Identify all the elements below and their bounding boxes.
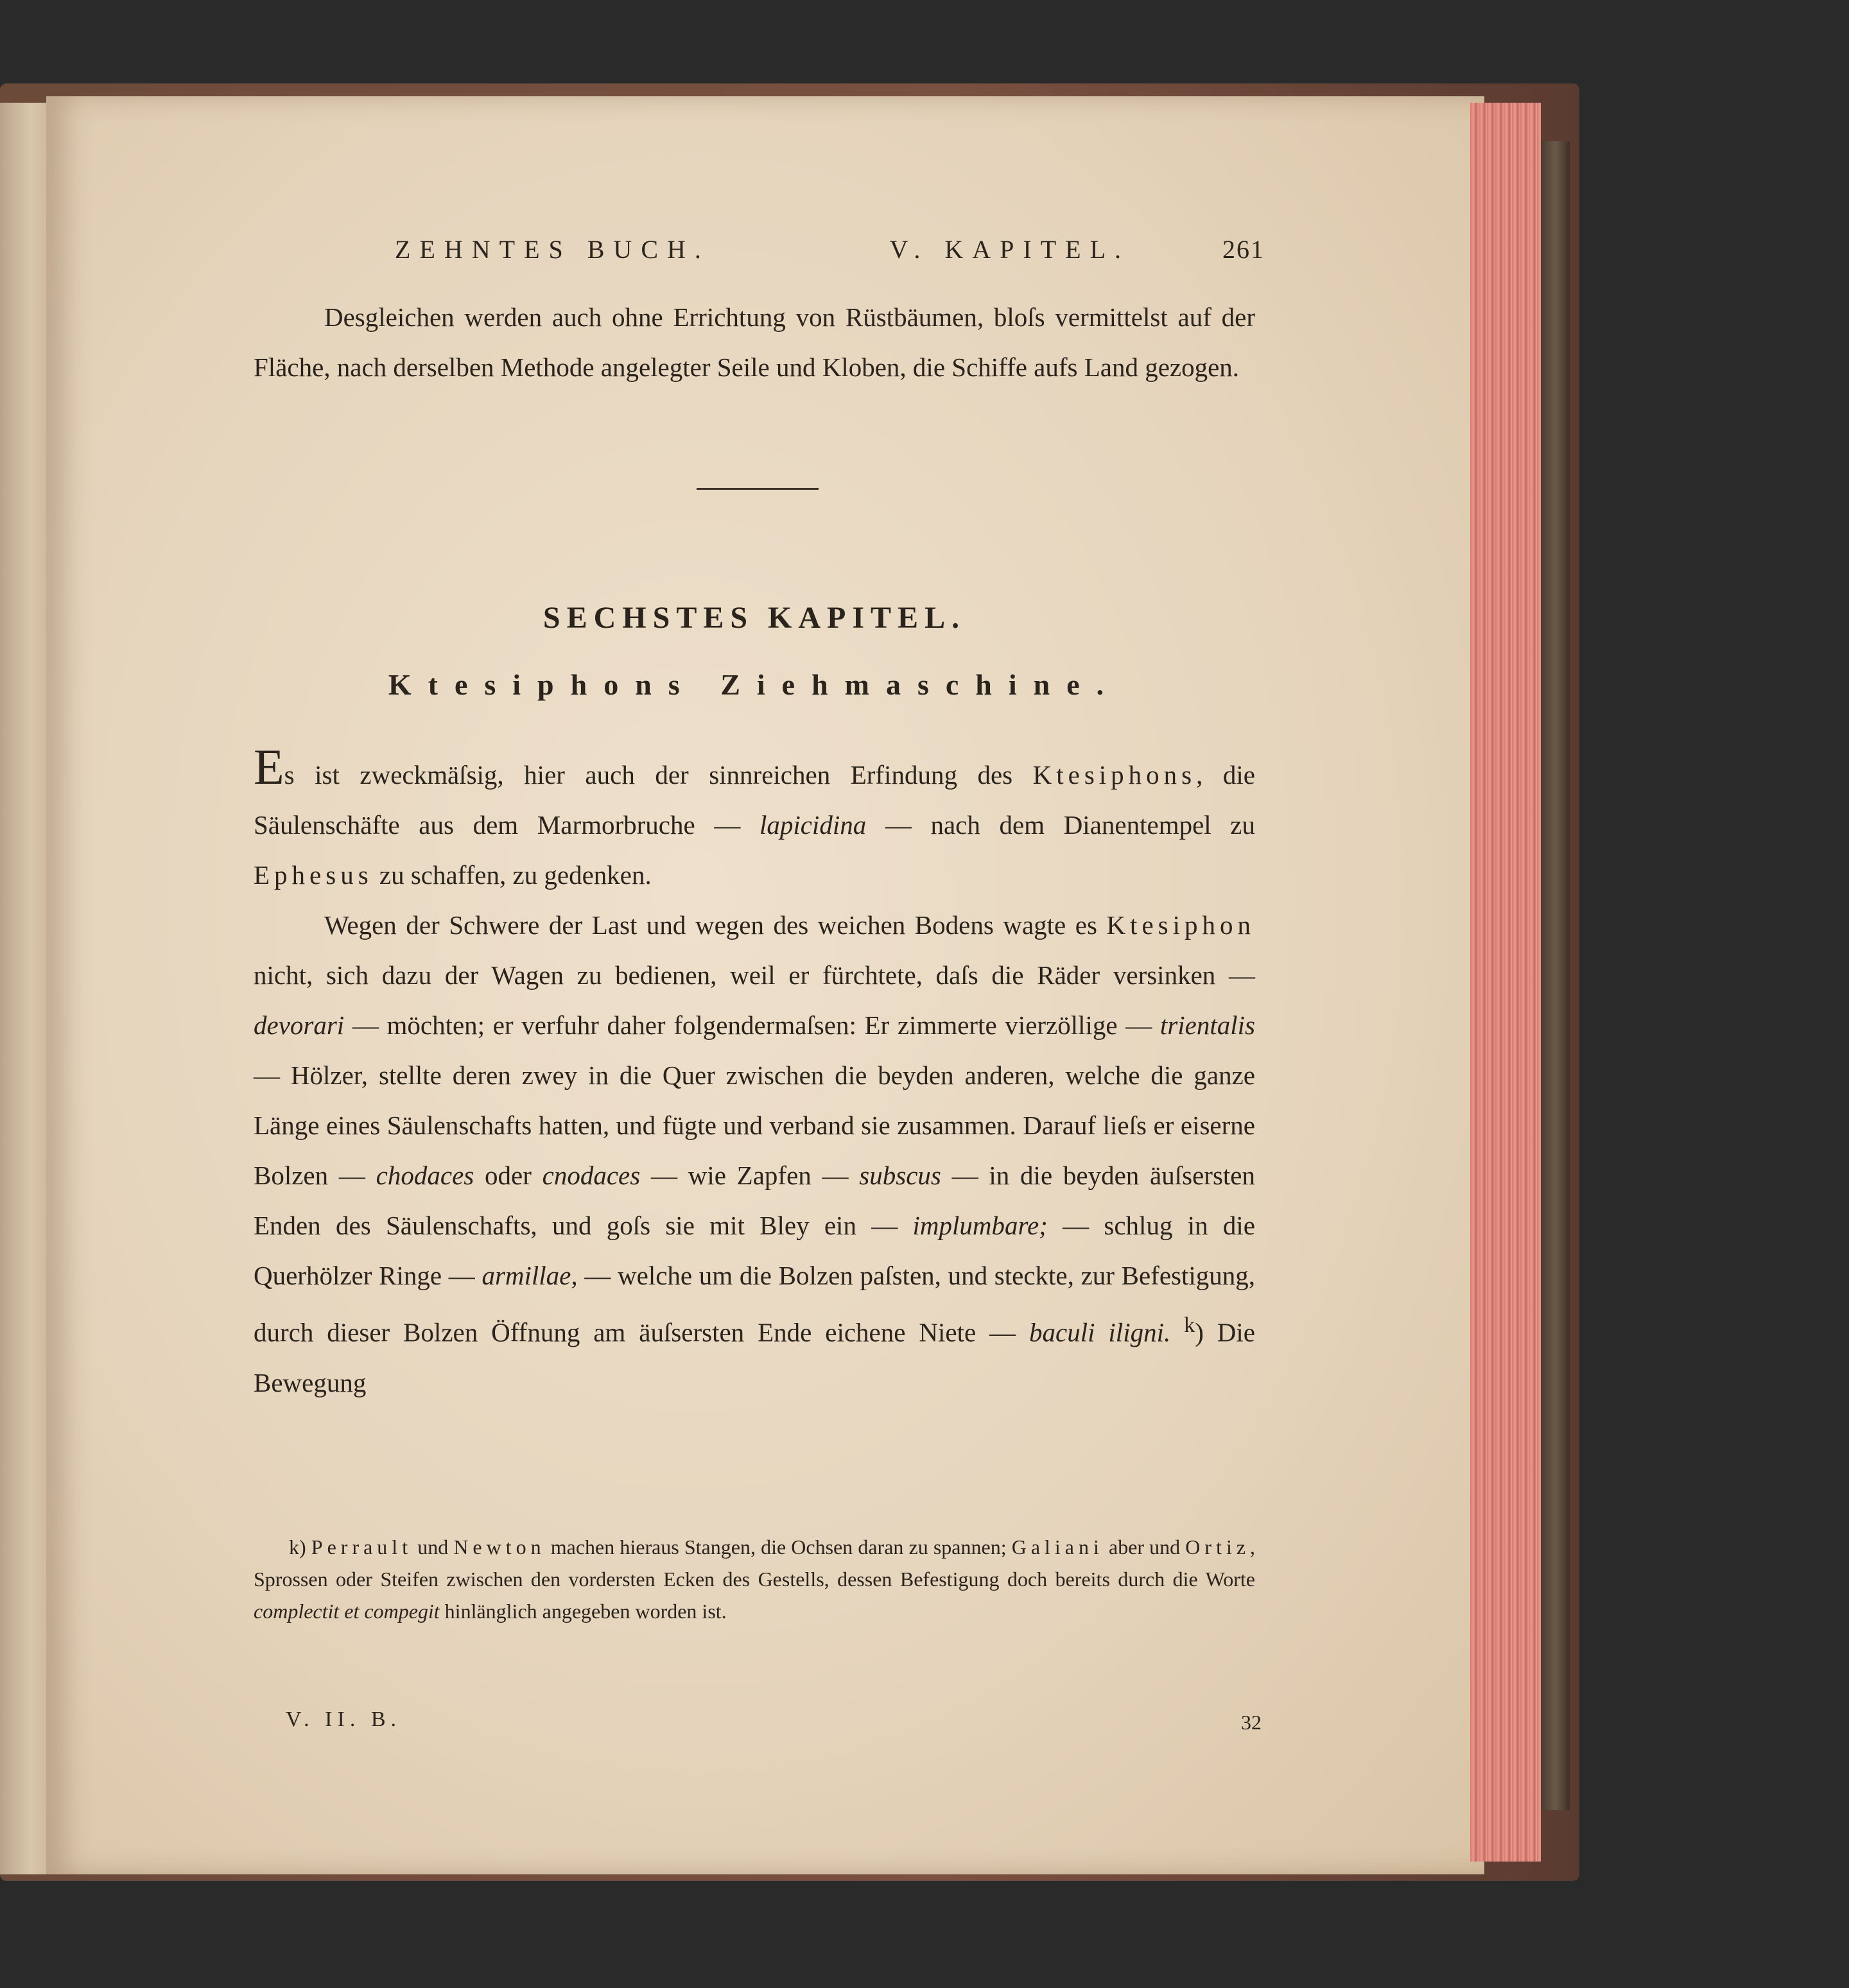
person-name: Newton bbox=[453, 1535, 546, 1559]
text: s ist zweckmäſsig, hier auch der sinnreichen Erfindung des bbox=[284, 760, 1033, 790]
text: Wegen der Schwere der Last und wegen des weichen Bodens wagte es bbox=[324, 910, 1107, 940]
text: — Hölzer, stellte deren zwey in die Quer zwischen die beyden anderen, welche die ganze Länge eines Säulenschafts hatten, und fügte und verband sie zusammen. Darauf lieſs er eiserne Bolzen — bbox=[254, 1060, 1255, 1190]
text: , die Säulenschäfte aus dem Marmorbruche — bbox=[254, 760, 1255, 840]
footnote-ref: k bbox=[1184, 1313, 1195, 1337]
text: zu schaffen, zu gedenken. bbox=[372, 860, 652, 890]
person-name: Galiani bbox=[1011, 1535, 1104, 1559]
page-number: 261 bbox=[1222, 235, 1265, 264]
latin-term: cnodaces bbox=[542, 1161, 641, 1190]
signature-mark: V. II. B. bbox=[286, 1707, 401, 1731]
latin-term: implumbare; bbox=[912, 1211, 1048, 1240]
text: k) bbox=[289, 1535, 311, 1559]
text: — in die beyden äuſsersten Enden des Säulenschafts, und goſs sie mit Bley ein — bbox=[254, 1161, 1256, 1240]
running-head bbox=[254, 234, 1265, 273]
sheet-number: 32 bbox=[1241, 1711, 1262, 1734]
footnote bbox=[254, 1531, 1255, 1627]
text: , Sprossen oder Steifen zwischen den vordersten Ecken des Gestells, dessen Befestigung doch bereits durch die Worte bbox=[254, 1535, 1256, 1591]
text: — nach dem Dianentempel zu bbox=[866, 810, 1255, 840]
person-name: Perrault bbox=[311, 1535, 413, 1559]
text: und bbox=[412, 1535, 454, 1559]
text: oder bbox=[474, 1161, 543, 1190]
latin-term: lapicidina bbox=[759, 810, 867, 840]
latin-term: complectit et compegit bbox=[254, 1600, 440, 1623]
chapter-title: SECHSTES KAPITEL. bbox=[543, 601, 966, 635]
section-divider bbox=[697, 488, 819, 490]
latin-term: trientalis bbox=[1159, 1010, 1255, 1040]
paragraph-2 bbox=[254, 739, 1256, 1408]
latin-term: baculi iligni. bbox=[1029, 1317, 1171, 1347]
paragraph-3 bbox=[254, 900, 1255, 1408]
latin-term: subscus bbox=[859, 1161, 941, 1190]
running-head-right: V. KAPITEL. bbox=[889, 235, 1130, 264]
chapter-subtitle: Ktesiphons Ziehmaschine. bbox=[388, 668, 1121, 701]
text: aber und bbox=[1103, 1535, 1186, 1559]
drop-initial: E bbox=[254, 739, 284, 795]
text: — schlug in die Querhölzer Ringe — bbox=[254, 1211, 1255, 1290]
place-name: Ephesus bbox=[254, 860, 373, 890]
text: — möchten; er verfuhr daher folgendermaſsen: Er zimmerte vierzöllige — bbox=[344, 1010, 1160, 1040]
page-edges bbox=[1470, 103, 1541, 1862]
latin-term: devorari bbox=[254, 1010, 345, 1040]
latin-term: chodaces bbox=[376, 1161, 474, 1190]
cover-edge bbox=[1541, 141, 1570, 1810]
person-name: Ortiz bbox=[1185, 1535, 1251, 1559]
running-head-left: ZEHNTES BUCH. bbox=[395, 235, 710, 264]
person-name: Ktesiphons bbox=[1032, 760, 1197, 790]
text: — welche um die Bolzen paſsten, und steckte, zur Befestigung, durch dieser Bolzen Öffnung am äuſsersten Ende eichene Niete — bbox=[254, 1261, 1256, 1347]
left-page-edge bbox=[0, 103, 51, 1874]
text: hinlänglich angegeben worden ist. bbox=[439, 1600, 727, 1623]
text: ) Die Bewegung bbox=[254, 1317, 1256, 1397]
text: — wie Zapfen — bbox=[640, 1161, 860, 1190]
text: nicht, sich dazu der Wagen zu bedienen, weil er fürchtete, daſs die Räder versinken — bbox=[254, 960, 1255, 990]
latin-term: armillae, bbox=[482, 1261, 578, 1290]
paragraph-1: Desgleichen werden auch ohne Errichtung von Rüstbäumen, bloſs vermittelst auf der Fläche, nach derselben Methode angelegter Seile und Kloben, die Schiffe aufs Land gezogen. bbox=[254, 302, 1255, 382]
person-name: Ktesiphon bbox=[1106, 910, 1255, 940]
text: machen hieraus Stangen, die Ochsen daran zu spannen; bbox=[545, 1535, 1012, 1559]
